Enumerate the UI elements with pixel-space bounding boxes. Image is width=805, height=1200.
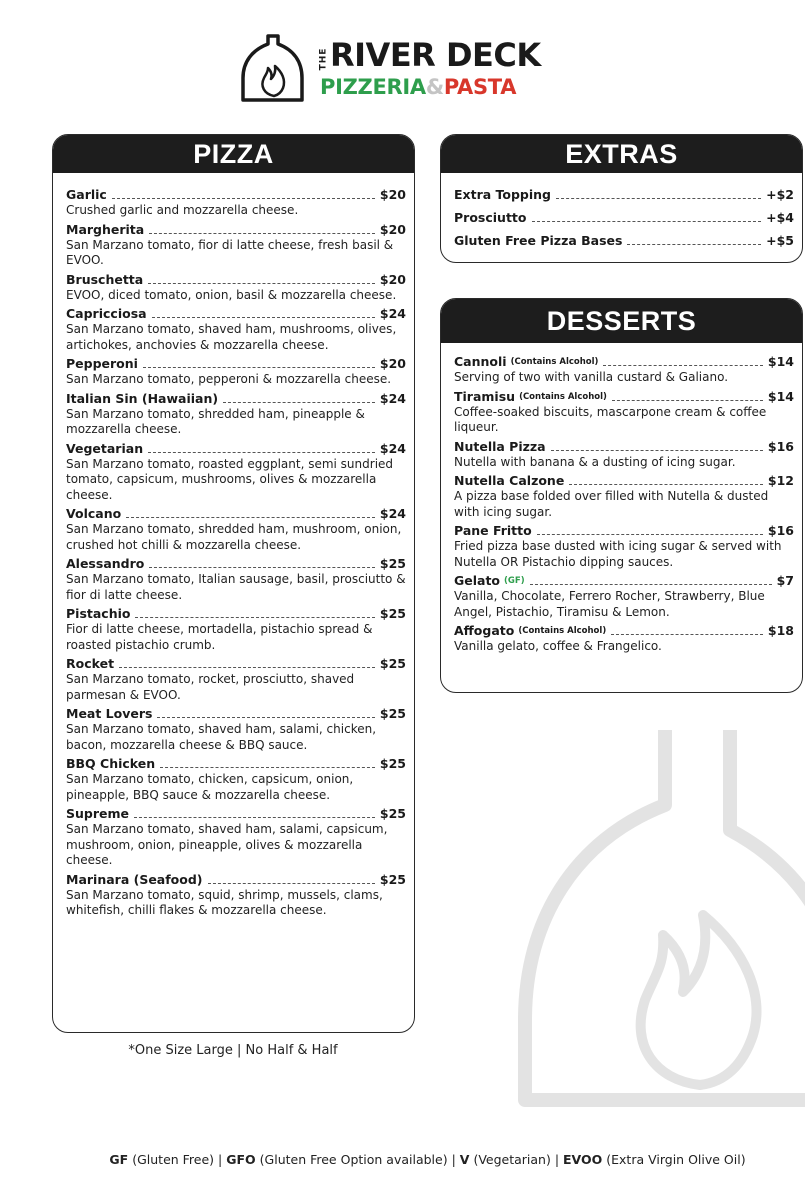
- item-price: $20: [379, 271, 406, 287]
- item-price: $18: [767, 623, 794, 638]
- pizza-item: [66, 391, 406, 438]
- pizza-item: [66, 356, 406, 388]
- item-description: San Marzano tomato, shredded ham, pineapple & mozzarella cheese.: [66, 406, 365, 436]
- item-description: San Marzano tomato, Italian sausage, basil, prosciutto & fior di latte cheese.: [66, 572, 406, 602]
- item-price: $24: [379, 306, 406, 321]
- item-description: San Marzano tomato, rocket, prosciutto, shaved parmesan & EVOO.: [66, 672, 355, 702]
- item-price: $20: [379, 221, 406, 237]
- dessert-item: [454, 623, 794, 655]
- item-name: Rocket: [66, 656, 115, 671]
- item-description: San Marzano tomato, shaved ham, mushrooms, olives, artichokes, anchovies & mozzarella cheese.: [66, 322, 397, 352]
- item-price: $24: [379, 390, 406, 406]
- brand-sub-word2: PASTA: [443, 75, 517, 99]
- item-name: Gluten Free Pizza Bases: [454, 233, 623, 248]
- legend-abbr: GF: [109, 1152, 129, 1167]
- brand-the: THE: [318, 47, 329, 71]
- brand-subtitle: [320, 74, 516, 100]
- extras-heading: EXTRAS: [441, 135, 802, 173]
- item-price: $20: [379, 356, 406, 371]
- item-price: $14: [767, 388, 794, 404]
- item-name: Extra Topping: [454, 187, 552, 202]
- legend-full: (Gluten Free Option available): [259, 1152, 448, 1167]
- pizza-item: [66, 756, 406, 803]
- item-price: +$5: [766, 233, 794, 248]
- item-name: Italian Sin (Hawaiian): [66, 390, 219, 406]
- item-description: Crushed garlic and mozzarella cheese.: [66, 203, 299, 217]
- pizza-item: [66, 187, 406, 219]
- item-name: Volcano: [66, 506, 122, 521]
- item-name: Tiramisu: [454, 388, 516, 404]
- item-name: Supreme: [66, 806, 129, 821]
- brand-logo: [238, 30, 598, 104]
- pizza-item: [66, 656, 406, 703]
- item-description: Vanilla gelato, coffee & Frangelico.: [454, 639, 662, 653]
- pizza-panel: [52, 134, 415, 1033]
- item-description: A pizza base folded over filled with Nutella & dusted with icing sugar.: [454, 489, 769, 519]
- item-description: San Marzano tomato, roasted eggplant, semi sundried tomato, capsicum, mushrooms, olives & mozzarella cheese.: [66, 456, 394, 502]
- item-price: +$4: [766, 210, 794, 225]
- pizza-item: [66, 706, 406, 753]
- desserts-panel: [440, 298, 803, 693]
- item-note: (Contains Alcohol): [518, 626, 607, 636]
- pizza-heading: PIZZA: [53, 135, 414, 173]
- brand-title: RIVER DECK: [330, 36, 541, 74]
- pizza-item: [66, 806, 406, 869]
- item-price: $25: [379, 656, 406, 671]
- desserts-heading: DESSERTS: [441, 299, 802, 343]
- dessert-item: [454, 354, 794, 386]
- item-name: Prosciutto: [454, 210, 527, 225]
- item-note: (Contains Alcohol): [519, 391, 607, 402]
- item-name: Cannoli: [454, 354, 507, 369]
- brand-sub-word1: PIZZERIA: [320, 75, 426, 99]
- dessert-item: [454, 523, 794, 570]
- item-price: $25: [379, 806, 406, 821]
- item-price: $25: [379, 606, 406, 621]
- pizza-item: [66, 272, 406, 304]
- item-name: Nutella Pizza: [454, 438, 546, 454]
- item-price: $20: [379, 187, 406, 202]
- item-price: $14: [767, 354, 794, 369]
- dessert-item: [454, 439, 794, 471]
- item-name: Margherita: [66, 221, 145, 237]
- item-description: Fior di latte cheese, mortadella, pistachio spread & roasted pistachio crumb.: [66, 622, 373, 652]
- item-name: Pepperoni: [66, 356, 138, 371]
- pizza-item: [66, 872, 406, 919]
- item-note: (GF): [504, 576, 525, 586]
- abbreviation-legend: GF (Gluten Free) | GFO (Gluten Free Option available) | V (Vegetarian) | EVOO (Extra Virgin Olive Oil): [109, 1152, 746, 1167]
- dessert-item: [454, 573, 794, 620]
- extras-item: [454, 233, 794, 249]
- item-price: +$2: [766, 187, 794, 202]
- item-description: San Marzano tomato, fior di latte cheese, fresh basil & EVOO.: [66, 237, 394, 267]
- dessert-item: [454, 389, 794, 436]
- item-name: Pane Fritto: [454, 523, 532, 538]
- pizza-footnote: *One Size Large | No Half & Half: [128, 1043, 338, 1058]
- item-description: Fried pizza base dusted with icing sugar & served with Nutella OR Pistachio dipping sauces.: [454, 539, 782, 569]
- item-description: San Marzano tomato, shaved ham, salami, capsicum, mushroom, onion, pineapple, olives & mozzarella cheese.: [66, 822, 388, 867]
- item-description: Coffee-soaked biscuits, mascarpone cream & coffee liqueur.: [454, 404, 767, 434]
- item-price: $25: [379, 871, 406, 887]
- legend-abbr: GFO: [226, 1152, 256, 1167]
- extras-item: [454, 210, 794, 226]
- item-name: Alessandro: [66, 556, 145, 571]
- pizza-item: [66, 441, 406, 504]
- pizza-item: [66, 556, 406, 603]
- item-name: Pistachio: [66, 606, 131, 621]
- pizza-item: [66, 606, 406, 653]
- item-description: Serving of two with vanilla custard & Galiano.: [454, 370, 729, 384]
- item-note: (Contains Alcohol): [510, 357, 599, 367]
- legend-full: (Vegetarian): [473, 1152, 551, 1167]
- item-name: Nutella Calzone: [454, 473, 565, 488]
- item-price: $25: [379, 556, 406, 571]
- legend-abbr: EVOO: [563, 1152, 603, 1167]
- item-description: EVOO, diced tomato, onion, basil & mozzarella cheese.: [66, 287, 397, 302]
- item-description: Nutella with banana & a dusting of icing sugar.: [454, 454, 736, 469]
- item-price: $24: [379, 440, 406, 456]
- item-name: Vegetarian: [66, 440, 144, 456]
- item-name: Garlic: [66, 187, 107, 202]
- item-description: Vanilla, Chocolate, Ferrero Rocher, Strawberry, Blue Angel, Pistachio, Tiramisu & Lemon.: [454, 589, 765, 619]
- legend-full: (Extra Virgin Olive Oil): [606, 1152, 746, 1167]
- extras-item: [454, 187, 794, 203]
- item-name: Meat Lovers: [66, 706, 153, 721]
- brand-sub-amp: &: [425, 75, 444, 99]
- item-name: Affogato: [454, 623, 515, 638]
- legend-abbr: V: [459, 1152, 470, 1167]
- item-description: San Marzano tomato, shredded ham, mushroom, onion, crushed hot chilli & mozzarella cheese.: [66, 522, 402, 552]
- item-name: Bruschetta: [66, 271, 144, 287]
- dessert-item: [454, 473, 794, 520]
- item-price: $12: [767, 473, 794, 488]
- legend-full: (Gluten Free): [132, 1152, 215, 1167]
- pizza-item: [66, 306, 406, 353]
- item-price: $16: [767, 438, 794, 454]
- item-description: San Marzano tomato, chicken, capsicum, onion, pineapple, BBQ sauce & mozzarella cheese.: [66, 772, 354, 802]
- item-description: San Marzano tomato, shaved ham, salami, chicken, bacon, mozzarella cheese & BBQ sauce.: [66, 722, 377, 752]
- item-price: $25: [379, 756, 406, 771]
- item-price: $24: [379, 506, 406, 521]
- pizza-oven-flame-icon: [238, 32, 310, 104]
- item-name: Capricciosa: [66, 306, 147, 321]
- item-description: San Marzano tomato, squid, shrimp, mussels, clams, whitefish, chilli flakes & mozzarella cheese.: [66, 887, 383, 917]
- extras-panel: [440, 134, 803, 263]
- oven-watermark-icon: [515, 730, 805, 1110]
- item-name: BBQ Chicken: [66, 756, 156, 771]
- pizza-item: [66, 506, 406, 553]
- item-description: San Marzano tomato, pepperoni & mozzarella cheese.: [66, 372, 392, 386]
- item-name: Gelato: [454, 573, 501, 588]
- item-price: $16: [767, 523, 794, 538]
- item-price: $7: [776, 573, 794, 588]
- pizza-item: [66, 222, 406, 269]
- item-price: $25: [379, 706, 406, 721]
- item-name: Marinara (Seafood): [66, 871, 203, 887]
